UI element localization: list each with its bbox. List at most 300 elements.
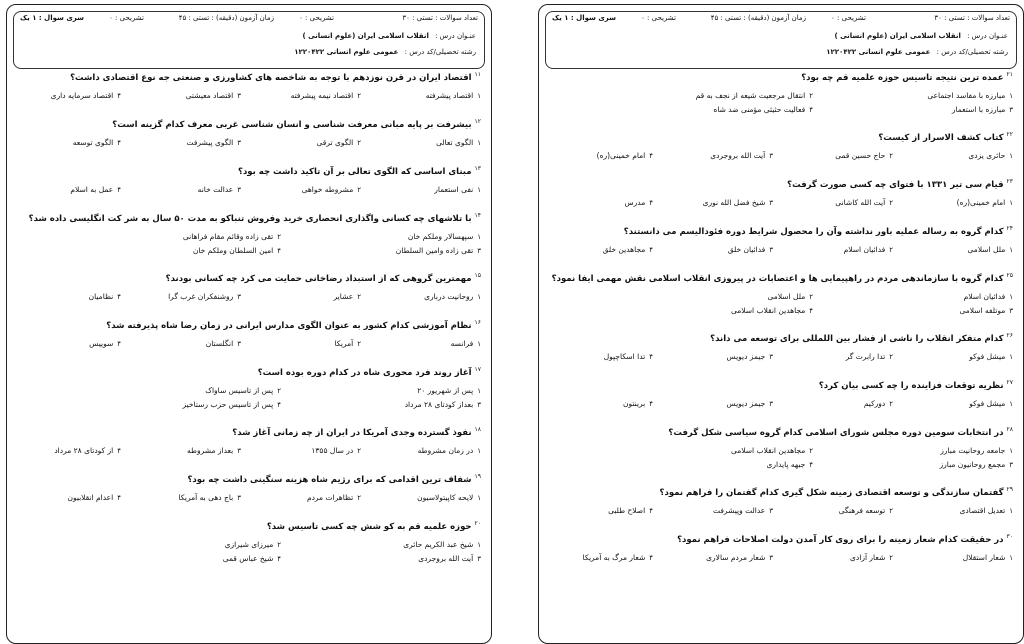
answer-option[interactable] <box>417 386 481 395</box>
option-text: لایحه کاپیتولاسیون <box>417 493 474 502</box>
duration: زمان آزمون (دقیقه) : تستی : ۴۵ <box>710 14 806 22</box>
option-text: شیخ عبد الکریم حائری <box>403 540 474 549</box>
option-text: باج دهی به آمریکا <box>178 493 234 502</box>
field-code: عمومی علوم انسانی ۱۲۲۰۴۲۲ <box>826 48 931 56</box>
answer-option[interactable] <box>964 292 1013 301</box>
answer-option[interactable] <box>89 339 121 348</box>
option-text: فدائیان خلق <box>727 245 766 254</box>
field-code: عمومی علوم انسانی ۱۲۲۰۴۲۲ <box>294 48 399 56</box>
option-number: ۴ <box>117 293 121 301</box>
answer-option[interactable] <box>968 151 1013 160</box>
option-text: بعداز کودتای ۲۸ مرداد <box>404 400 474 409</box>
answer-option[interactable] <box>969 399 1013 408</box>
question-text <box>19 212 481 224</box>
option-text: در سال ۱۳۵۵ <box>311 446 354 455</box>
answer-option[interactable] <box>396 246 481 255</box>
option-text: حاج حسین قمی <box>835 151 886 160</box>
answer-option[interactable] <box>193 246 281 255</box>
option-text: آیت الله کاشانی <box>835 198 886 207</box>
option-text: الگوی پیشرفت <box>186 138 234 147</box>
answer-option[interactable] <box>54 446 121 455</box>
option-number: ۲ <box>809 293 813 301</box>
answer-option[interactable] <box>426 91 481 100</box>
option-text: پس از شهریور ۲۰ <box>417 386 474 395</box>
answer-option[interactable] <box>183 400 281 409</box>
answer-option[interactable] <box>418 554 481 563</box>
answer-option[interactable] <box>625 198 654 207</box>
answer-option[interactable] <box>940 446 1013 455</box>
question-number: ۱۴ <box>474 212 481 219</box>
answer-option[interactable] <box>963 553 1013 562</box>
option-text: مبارزه با استعمار <box>951 105 1006 114</box>
answer-option[interactable] <box>940 460 1013 469</box>
question-stem: در انتخابات سومین دوره مجلس شورای اسلامی کدام گروه سیاسی شکل گرفت؟ <box>668 427 1004 438</box>
answer-option[interactable] <box>186 91 241 100</box>
answer-option[interactable] <box>713 506 773 515</box>
question-number: ۲۵ <box>1006 272 1013 279</box>
option-number: ۲ <box>889 353 893 361</box>
answer-option[interactable] <box>703 198 773 207</box>
answer-option[interactable] <box>186 138 241 147</box>
answer-option[interactable] <box>451 339 481 348</box>
exam-page-left <box>6 4 492 644</box>
option-number: ۴ <box>117 139 121 147</box>
question-stem: آغاز روند فرد محوری شاه در کدام دوره بوده است؟ <box>257 367 472 378</box>
question-number: ۱۳ <box>474 165 481 172</box>
question-number: ۱۷ <box>474 366 481 373</box>
course-label: عنـوان درس : <box>435 32 476 40</box>
answer-option[interactable] <box>424 292 481 301</box>
question-number: ۱۹ <box>474 473 481 480</box>
option-text: الگوی تعالی <box>436 138 474 147</box>
answer-option[interactable] <box>731 306 813 315</box>
question-number: ۲۲ <box>1006 131 1013 138</box>
question-number: ۳۰ <box>1006 533 1013 540</box>
option-number: ۲ <box>277 387 281 395</box>
option-number: ۳ <box>769 152 773 160</box>
option-text: اعدام انقلابیون <box>67 493 114 502</box>
answer-option[interactable] <box>623 399 653 408</box>
option-text: تدا رابرت گر <box>845 352 886 361</box>
option-number: ۴ <box>277 401 281 409</box>
option-number: ۴ <box>649 353 653 361</box>
answer-option[interactable] <box>844 245 893 254</box>
option-number: ۱ <box>1009 92 1013 100</box>
option-text: پس از تاسیس حزب رستاخیز <box>182 400 274 409</box>
option-text: سوییس <box>89 339 114 348</box>
option-number: ۱ <box>477 541 481 549</box>
option-text: اقتصاد نیمه پیشرفته <box>290 91 354 100</box>
option-text: انتقال مرجعیت شیعه از نجف به قم <box>695 91 806 100</box>
option-number: ۲ <box>889 507 893 515</box>
question-text <box>19 319 481 331</box>
answer-option[interactable] <box>957 198 1013 207</box>
answer-option[interactable] <box>302 185 361 194</box>
option-text: نفی استعمار <box>434 185 474 194</box>
header-stats <box>14 14 484 28</box>
option-number: ۴ <box>649 246 653 254</box>
answer-option[interactable] <box>768 292 813 301</box>
answer-option[interactable] <box>291 91 361 100</box>
option-number: ۳ <box>477 401 481 409</box>
question-stem: شفاف ترین اقدامی که برای رژیم شاه هزینه سنگینی داشت چه بود؟ <box>187 474 472 485</box>
question-number: ۲۷ <box>1006 379 1013 386</box>
option-text: در زمان مشروطه <box>417 446 474 455</box>
question-text <box>551 332 1013 344</box>
option-text: ملل اسلامی <box>967 245 1006 254</box>
question-number: ۲۶ <box>1006 332 1013 339</box>
option-number: ۳ <box>477 555 481 563</box>
option-text: برینتون <box>623 399 646 408</box>
option-text: آیت الله بروجردی <box>710 151 766 160</box>
question-stem: قیام سی تیر ۱۳۳۱ با فتوای چه کسی صورت گرفت؟ <box>787 179 1004 190</box>
option-number: ۳ <box>769 246 773 254</box>
question-stem: کدام گروه به رساله عملیه باور نداشته وآن را محصول شرایط دوره فئودالیسم می دانستند؟ <box>623 226 1004 237</box>
option-number: ۴ <box>117 340 121 348</box>
option-text: سپهسالار وملکم خان <box>407 232 474 241</box>
question-text <box>19 272 481 284</box>
option-number: ۴ <box>117 494 121 502</box>
option-number: ۱ <box>1009 293 1013 301</box>
option-text: اقتصاد سرمایه داری <box>50 91 114 100</box>
answer-option[interactable] <box>403 540 481 549</box>
question-stem: نظام آموزشی کدام کشور به عنوان الگوی مدارس ایرانی در زمان رضا شاه پذیرفته شد؟ <box>106 320 472 331</box>
option-number: ۱ <box>477 233 481 241</box>
option-text: میشل فوکو <box>969 352 1006 361</box>
question-stem: اقتصاد ایران در قرن نوزدهم با توجه به شاخصه های کشاورزی و صنعتی جه نوع اقتصادی داشت؟ <box>70 72 472 83</box>
option-text: عدالت وپیشرفت <box>712 506 766 515</box>
option-text: عشایر <box>333 292 354 301</box>
question-text <box>551 533 1013 545</box>
answer-option[interactable] <box>597 151 653 160</box>
answer-option[interactable] <box>187 446 241 455</box>
question-text <box>19 165 481 177</box>
option-number: ۳ <box>237 92 241 100</box>
answer-option[interactable] <box>311 446 361 455</box>
answer-option[interactable] <box>846 352 893 361</box>
question-text <box>551 486 1013 498</box>
question-text <box>551 71 1013 83</box>
answer-option[interactable] <box>835 151 893 160</box>
option-number: ۲ <box>357 293 361 301</box>
option-text: میرزای شیرازی <box>224 540 274 549</box>
option-text: از کودتای ۲۸ مرداد <box>54 446 114 455</box>
duration: زمان آزمون (دقیقه) : تستی : ۴۵ <box>178 14 274 22</box>
option-text: جیمز دیویس <box>726 399 766 408</box>
answer-option[interactable] <box>206 339 241 348</box>
answer-option[interactable] <box>73 138 121 147</box>
question-number: ۲۱ <box>1006 71 1013 78</box>
question-stem: با تلاشهای چه کسانی واگذاری انحصاری خرید وفروش تنباکو به مدت ۵۰ سال به شر کت انگلیسی داده شد؟ <box>28 213 472 224</box>
total-questions: تعداد سوالات : تستی : ۳۰ <box>402 14 478 22</box>
question-stem: کدام متفکر انقلاب را ناشی از فشار بین اللمللی برای توسعه می داند؟ <box>710 333 1004 344</box>
answer-option[interactable] <box>334 339 361 348</box>
option-text: فدائیان اسلام <box>843 245 886 254</box>
option-text: اقتصاد پیشرفته <box>425 91 474 100</box>
option-text: مبارزه با مفاسد اجتماعی <box>927 91 1006 100</box>
option-number: ۳ <box>237 494 241 502</box>
option-text: امام خمینی(ره) <box>956 198 1006 207</box>
option-text: مشروطه خواهی <box>301 185 354 194</box>
field-line <box>290 48 476 56</box>
option-number: ۱ <box>477 387 481 395</box>
option-number: ۴ <box>809 106 813 114</box>
option-number: ۱ <box>477 139 481 147</box>
option-text: روشنفکران غرب گرا <box>168 292 234 301</box>
option-text: انگلستان <box>205 339 234 348</box>
question-series: سری سوال : ۱ یک <box>19 14 84 22</box>
option-number: ۴ <box>277 555 281 563</box>
option-text: مجاهدین انقلاب اسلامی <box>731 446 806 455</box>
option-number: ۳ <box>1009 307 1013 315</box>
question-stem: کتاب کشف الاسرار از کیست؟ <box>878 132 1004 143</box>
question-stem: در حقیقت کدام شعار زمینه را برای روی کار آمدن دولت اصلاحات فراهم نمود؟ <box>677 534 1004 545</box>
question-stem: مهمترین گروهی که از استبداد رضاخانی حمایت می کرد چه کسانی بودند؟ <box>165 273 472 284</box>
essay-count: تشریحی : ۰ <box>299 14 334 22</box>
option-text: عمل به اسلام <box>70 185 114 194</box>
option-number: ۴ <box>117 447 121 455</box>
option-number: ۴ <box>277 247 281 255</box>
option-number: ۴ <box>809 307 813 315</box>
question-text <box>19 473 481 485</box>
answer-option[interactable] <box>434 185 481 194</box>
option-number: ۴ <box>117 92 121 100</box>
answer-option[interactable] <box>178 493 241 502</box>
answer-option[interactable] <box>223 554 281 563</box>
question-text <box>551 225 1013 237</box>
page-header <box>13 11 485 69</box>
answer-option[interactable] <box>67 493 121 502</box>
option-number: ۲ <box>357 447 361 455</box>
option-number: ۲ <box>889 400 893 408</box>
option-number: ۱ <box>1009 507 1013 515</box>
answer-option[interactable] <box>728 245 773 254</box>
answer-option[interactable] <box>850 553 893 562</box>
answer-option[interactable] <box>417 493 481 502</box>
answer-option[interactable] <box>418 446 481 455</box>
option-number: ۱ <box>477 340 481 348</box>
answer-option[interactable] <box>70 185 121 194</box>
exam-page-right <box>538 4 1024 644</box>
question-stem: بیشرفت بر پایه مبانی معرفت شناسی و انسان شناسی غربی معرف کدام گزینه است؟ <box>112 119 472 130</box>
option-text: شعار مرگ به آمریکا <box>582 553 646 562</box>
option-number: ۲ <box>357 340 361 348</box>
option-number: ۴ <box>649 199 653 207</box>
question-stem: عمده ترین نتیجه تاسیس حوزه علمیه قم چه بود؟ <box>801 72 1004 83</box>
total-questions: تعداد سوالات : تستی : ۳۰ <box>934 14 1010 22</box>
option-text: جبهه پایداری <box>766 460 806 469</box>
answer-option[interactable] <box>334 292 361 301</box>
answer-option[interactable] <box>317 138 361 147</box>
option-number: ۳ <box>477 247 481 255</box>
option-text: شعار آزادی <box>850 553 886 562</box>
option-number: ۴ <box>649 554 653 562</box>
option-number: ۲ <box>889 246 893 254</box>
course-title: انقلاب اسلامی ایران (علوم انسانی ) <box>302 32 429 40</box>
option-text: تقی زاده وقائم مقام فراهانی <box>182 232 274 241</box>
answer-option[interactable] <box>603 245 653 254</box>
question-text <box>551 426 1013 438</box>
question-stem: نفوذ گسترده وجدی آمریکا در ایران از چه زمانی آغاز شد؟ <box>232 427 472 438</box>
option-number: ۱ <box>477 92 481 100</box>
option-number: ۱ <box>1009 353 1013 361</box>
question-number: ۱۶ <box>474 319 481 326</box>
option-text: توسعه فرهنگی <box>838 506 886 515</box>
option-text: مجاهدین خلق <box>602 245 646 254</box>
course-line <box>298 32 476 40</box>
option-number: ۲ <box>809 447 813 455</box>
answer-option[interactable] <box>696 91 813 100</box>
option-text: بعداز مشروطه <box>187 446 234 455</box>
option-text: فدائیان اسلام <box>963 292 1006 301</box>
answer-option[interactable] <box>835 198 893 207</box>
answer-option[interactable] <box>969 352 1013 361</box>
option-text: شیخ عباس قمی <box>222 554 274 563</box>
option-text: امام خمینی(ره) <box>596 151 646 160</box>
question-stem: حوزه علمیه قم به کو شش چه کسی تاسیس شد؟ <box>266 521 472 532</box>
option-number: ۳ <box>1009 106 1013 114</box>
option-number: ۲ <box>277 541 281 549</box>
option-number: ۱ <box>477 293 481 301</box>
option-number: ۱ <box>1009 447 1013 455</box>
option-text: شعار استقلال <box>962 553 1006 562</box>
question-stem: نظریه توقعات فزاینده را چه کسی بیان کرد؟ <box>818 380 1004 391</box>
option-number: ۳ <box>237 186 241 194</box>
answer-option[interactable] <box>706 553 773 562</box>
question-text <box>19 118 481 130</box>
option-number: ۲ <box>357 494 361 502</box>
option-number: ۲ <box>357 186 361 194</box>
option-number: ۲ <box>357 139 361 147</box>
answer-option[interactable] <box>168 292 241 301</box>
option-text: میشل فوکو <box>969 399 1006 408</box>
answer-option[interactable] <box>767 460 814 469</box>
option-number: ۳ <box>769 353 773 361</box>
essay-time: تشریحی : ۰ <box>109 14 144 22</box>
answer-option[interactable] <box>583 553 653 562</box>
option-number: ۱ <box>477 494 481 502</box>
option-text: ملل اسلامی <box>767 292 806 301</box>
option-text: آمریکا <box>334 339 354 348</box>
option-text: فرانسه <box>450 339 474 348</box>
question-text <box>19 426 481 438</box>
question-text <box>19 366 481 378</box>
option-text: تدا اسکاچپول <box>603 352 646 361</box>
option-text: عدالت خانه <box>197 185 234 194</box>
option-text: تقی زاده وامین السلطان <box>395 246 474 255</box>
answer-option[interactable] <box>408 232 481 241</box>
answer-option[interactable] <box>225 540 281 549</box>
option-text: نظامیان <box>88 292 114 301</box>
answer-option[interactable] <box>960 506 1014 515</box>
answer-option[interactable] <box>968 245 1013 254</box>
option-number: ۱ <box>477 186 481 194</box>
option-text: حائری یزدی <box>968 151 1006 160</box>
answer-option[interactable] <box>727 399 773 408</box>
page-header <box>545 11 1017 69</box>
answer-option[interactable] <box>51 91 121 100</box>
answer-option[interactable] <box>839 506 893 515</box>
option-text: مجاهدین انقلاب اسلامی <box>731 306 806 315</box>
answer-option[interactable] <box>307 493 361 502</box>
question-number: ۱۲ <box>474 118 481 125</box>
option-text: دورکیم <box>863 399 886 408</box>
answer-option[interactable] <box>436 138 481 147</box>
answer-option[interactable] <box>959 306 1013 315</box>
essay-time: تشریحی : ۰ <box>641 14 676 22</box>
option-number: ۳ <box>769 400 773 408</box>
field-label: رشته تحصیلی/کد درس : <box>936 48 1008 56</box>
option-number: ۳ <box>769 199 773 207</box>
field-line <box>822 48 1008 56</box>
question-stem: کدام گروه با سازماندهی مردم در راهپیمایی ها و اعتصابات در پیروزی انقلاب اسلامی نقش مهمی ایفا نمود؟ <box>551 273 1004 284</box>
option-number: ۳ <box>237 340 241 348</box>
option-number: ۳ <box>237 293 241 301</box>
option-text: الگوی توسعه <box>72 138 114 147</box>
answer-option[interactable] <box>727 352 773 361</box>
question-number: ۲۴ <box>1006 225 1013 232</box>
answer-option[interactable] <box>205 386 281 395</box>
option-number: ۴ <box>117 186 121 194</box>
option-text: امین السلطان وملکم خان <box>192 246 274 255</box>
option-number: ۳ <box>1009 461 1013 469</box>
course-line <box>830 32 1008 40</box>
question-stem: مبنای اساسی که الگوی تعالی بر آن تاکید داشت چه بود؟ <box>238 166 472 177</box>
option-number: ۴ <box>649 152 653 160</box>
option-text: جیمز دیویس <box>726 352 766 361</box>
answer-option[interactable] <box>710 151 773 160</box>
question-text <box>551 272 1013 284</box>
option-number: ۲ <box>889 199 893 207</box>
course-title: انقلاب اسلامی ایران (علوم انسانی ) <box>834 32 961 40</box>
answer-option[interactable] <box>864 399 893 408</box>
option-number: ۴ <box>649 400 653 408</box>
question-number: ۲۳ <box>1006 178 1013 185</box>
answer-option[interactable] <box>731 446 813 455</box>
answer-option[interactable] <box>405 400 481 409</box>
option-number: ۱ <box>1009 554 1013 562</box>
answer-option[interactable] <box>604 352 653 361</box>
option-number: ۱ <box>1009 246 1013 254</box>
question-text <box>19 71 481 83</box>
question-text <box>551 178 1013 190</box>
option-number: ۲ <box>809 92 813 100</box>
answer-option[interactable] <box>198 185 241 194</box>
question-number: ۱۵ <box>474 272 481 279</box>
option-number: ۱ <box>1009 199 1013 207</box>
answer-option[interactable] <box>713 105 813 114</box>
answer-option[interactable] <box>183 232 281 241</box>
option-number: ۳ <box>237 447 241 455</box>
option-number: ۱ <box>1009 400 1013 408</box>
answer-option[interactable] <box>608 506 653 515</box>
option-number: ۲ <box>277 233 281 241</box>
option-number: ۳ <box>769 554 773 562</box>
question-number: ۱۸ <box>474 426 481 433</box>
question-series: سری سوال : ۱ یک <box>551 14 616 22</box>
question-text <box>551 131 1013 143</box>
answer-option[interactable] <box>89 292 121 301</box>
answer-option[interactable] <box>952 105 1013 114</box>
option-text: تعدیل اقتصادی <box>959 506 1006 515</box>
question-number: ۱۱ <box>474 71 481 78</box>
option-text: مدرس <box>624 198 646 207</box>
field-label: رشته تحصیلی/کد درس : <box>404 48 476 56</box>
option-text: اقتصاد معیشتی <box>185 91 234 100</box>
option-text: جامعه روحانیت مبارز <box>940 446 1006 455</box>
option-number: ۱ <box>477 447 481 455</box>
answer-option[interactable] <box>927 91 1013 100</box>
